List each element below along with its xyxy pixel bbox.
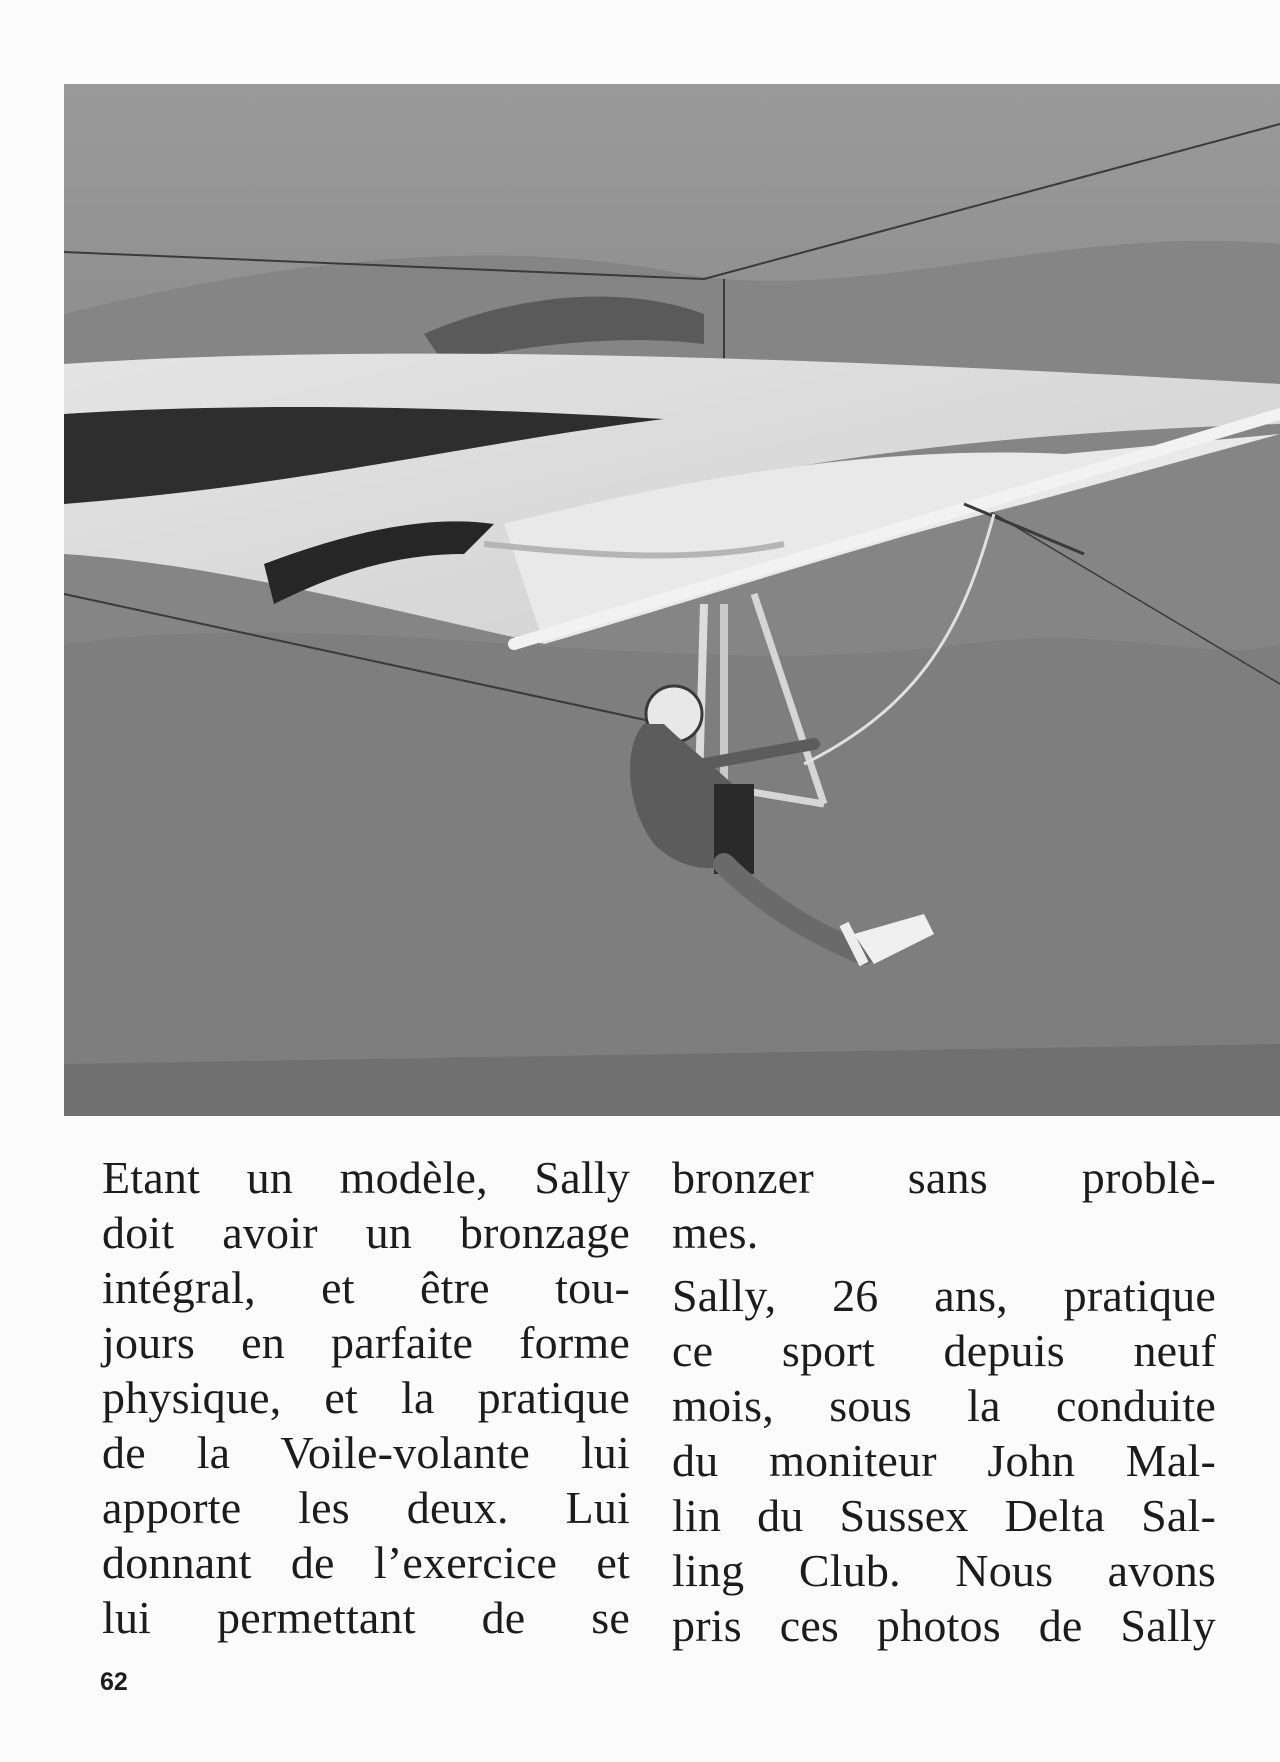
text-line: pris ces photos de Sally	[672, 1600, 1216, 1651]
article-paragraph	[102, 1150, 630, 1645]
text-line: ling Club. Nous avons	[672, 1545, 1216, 1596]
text-line: ce sport depuis neuf	[672, 1325, 1216, 1376]
text-line: mois, sous la conduite	[672, 1380, 1216, 1431]
article-column-left	[102, 1150, 630, 1645]
article-paragraph	[672, 1150, 1216, 1260]
text-line: du moniteur John Mal-	[672, 1435, 1216, 1486]
page-number: 62	[100, 1668, 128, 1696]
text-line: doit avoir un bronzage	[102, 1207, 630, 1258]
text-line: mes.	[672, 1207, 759, 1258]
text-line: Sally, 26 ans, pratique	[672, 1270, 1216, 1321]
text-line: physique, et la pratique	[102, 1372, 630, 1423]
text-line: jours en parfaite forme	[102, 1317, 630, 1368]
text-line: Etant un modèle, Sally	[102, 1152, 630, 1203]
text-line: bronzer sans problè-	[672, 1152, 1216, 1203]
text-line: apporte les deux. Lui	[102, 1482, 630, 1533]
article-column-right	[672, 1150, 1216, 1653]
text-line: lui permettant de se	[102, 1592, 630, 1643]
hang-glider-photo	[64, 84, 1280, 1116]
text-line: intégral, et être tou-	[102, 1262, 630, 1313]
text-line: donnant de l’exercice et	[102, 1537, 630, 1588]
article-paragraph	[672, 1268, 1216, 1653]
hang-glider-illustration	[64, 84, 1280, 1116]
text-line: de la Voile-volante lui	[102, 1427, 630, 1478]
text-line: lin du Sussex Delta Sal-	[672, 1490, 1216, 1541]
